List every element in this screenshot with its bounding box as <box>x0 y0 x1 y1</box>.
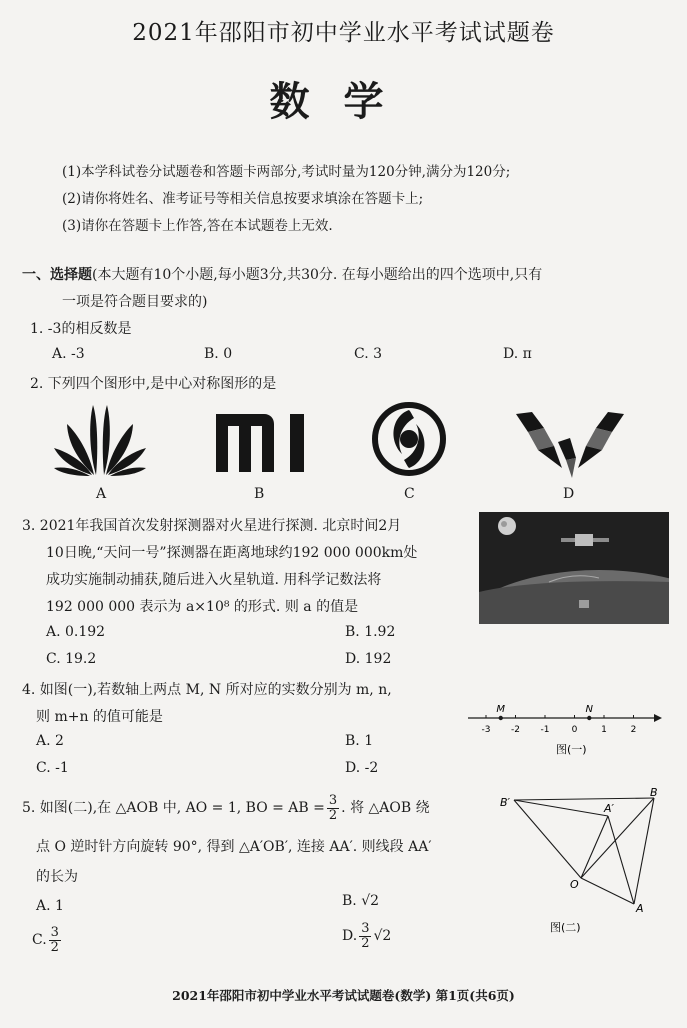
q3-mars-photo <box>479 512 669 624</box>
q2-figure-a-huawei-logo <box>50 400 150 480</box>
q3-line-2: 10日晚,“天问一号”探测器在距离地球约192 000 000km处 <box>46 545 418 561</box>
q4-option-a: A. 2 <box>36 733 64 749</box>
point-N-label: N <box>585 704 593 715</box>
label-B-prime: B′ <box>500 796 511 809</box>
label-A: A <box>636 902 644 915</box>
segment-BA <box>634 798 654 904</box>
q4-line-1: 4. 如图(一),若数轴上两点 M, N 所对应的实数分别为 m, n, <box>22 682 392 698</box>
instruction-3: (3)请你在答题卡上作答,答在本试题卷上无效. <box>62 218 333 234</box>
q2-label-c: C <box>404 486 415 502</box>
q5-line-3: 的长为 <box>36 869 78 885</box>
q2-figure-b-mi-logo <box>214 412 306 474</box>
point-M <box>499 716 503 720</box>
number-line-tick-label: 0 <box>571 725 578 735</box>
q5-option-c: C. $\frac{3}{2}$ <box>32 925 59 955</box>
q5-option-b: B. √2 <box>342 893 380 909</box>
number-line-tick-label: -3 <box>481 725 491 735</box>
q3-option-b: B. 1.92 <box>345 624 396 640</box>
q5-option-c-fraction: $\frac{3}{2}$ <box>50 925 59 955</box>
number-line-tick-label: -2 <box>511 725 520 735</box>
segment-B'B <box>514 798 654 800</box>
q2-label-b: B <box>254 486 265 502</box>
q4-option-c: C. -1 <box>36 760 69 776</box>
page-footer: 2021年邵阳市初中学业水平考试试题卷(数学) 第1页(共6页) <box>172 988 515 1003</box>
segment-B'A' <box>514 800 608 816</box>
q3-option-d: D. 192 <box>345 651 392 667</box>
q2-stem: 2. 下列四个图形中,是中心对称图形的是 <box>30 376 277 392</box>
number-line-tick-label: 1 <box>601 725 607 735</box>
point-M-label: M <box>496 704 506 715</box>
q3-option-c: C. 19.2 <box>46 651 97 667</box>
q1-option-a: A. -3 <box>52 346 85 362</box>
q1-stem: 1. -3的相反数是 <box>30 321 132 337</box>
q3-line-1: 3. 2021年我国首次发射探测器对火星进行探测. 北京时间2月 <box>22 518 402 534</box>
instruction-1: (1)本学科试卷分试题卷和答题卡两部分,考试时量为120分钟,满分为120分; <box>62 164 511 180</box>
q4-number-line-figure <box>466 698 666 760</box>
number-line-arrow <box>654 714 662 722</box>
q1-option-b: B. 0 <box>204 346 233 362</box>
exam-title: 2021年邵阳市初中学业水平考试试题卷 <box>132 20 555 46</box>
q3-option-a: A. 0.192 <box>46 624 106 640</box>
section-title: 一、选择题 <box>22 267 92 283</box>
q5-line-1 <box>22 794 430 822</box>
q2-label-d: D <box>563 486 575 502</box>
q2-figure-d-w-logo <box>514 408 626 480</box>
q5-triangle-figure <box>496 784 676 944</box>
q4-option-b: B. 1 <box>345 733 374 749</box>
q4-option-d: D. -2 <box>345 760 379 776</box>
number-line-tick-label: -1 <box>540 725 550 735</box>
q2-figure-c-circle-logo <box>372 402 446 476</box>
q3-line-3: 成功实施制动捕获,随后进入火星轨道. 用科学记数法将 <box>46 572 382 588</box>
section-description-2: 一项是符合题目要求的) <box>62 294 208 310</box>
label-B: B <box>650 786 658 799</box>
section-heading <box>22 264 542 284</box>
q3-line-4: 192 000 000 表示为 a×10⁸ 的形式. 则 a 的值是 <box>46 599 359 615</box>
subject-title: 数学 <box>269 78 418 125</box>
segment-OB <box>581 798 654 878</box>
q5-option-d-fraction: $\frac{3}{2}$ <box>361 921 370 951</box>
figure-2-caption: 图(二) <box>550 921 581 934</box>
point-N <box>587 716 591 720</box>
q1-option-c: C. 3 <box>354 346 383 362</box>
q5-option-a: A. 1 <box>36 898 64 914</box>
segment-A'A <box>608 816 634 904</box>
q5-line-1-start: 5. 如图(二),在 △AOB 中, AO = 1, BO = AB = <box>22 800 325 817</box>
number-line-tick-label: 2 <box>630 725 637 735</box>
section-description: (本大题有10个小题,每小题3分,共30分. 在每小题给出的四个选项中,只有 <box>92 267 543 283</box>
q5-fraction-three-halves: $\frac{3}{2}$ <box>328 793 338 823</box>
instruction-2: (2)请你将姓名、准考证号等相关信息按要求填涂在答题卡上; <box>62 191 424 207</box>
segment-B'O <box>514 800 581 878</box>
q1-option-d: D. π <box>503 346 532 362</box>
label-A-prime: A′ <box>604 802 615 815</box>
segment-A'O <box>581 816 608 878</box>
q5-line-1-end: . 将 △AOB 绕 <box>341 800 430 817</box>
q5-line-2: 点 O 逆时针方向旋转 90°, 得到 △A′OB′, 连接 AA′. 则线段 AA′ <box>36 839 432 855</box>
q2-label-a: A <box>96 486 107 502</box>
label-O: O <box>570 878 579 891</box>
q4-line-2: 则 m+n 的值可能是 <box>36 709 163 725</box>
q5-option-d: D. $\frac{3}{2}$ √2 <box>342 921 392 951</box>
segment-OA <box>581 878 634 904</box>
figure-1-caption: 图(一) <box>556 743 587 756</box>
